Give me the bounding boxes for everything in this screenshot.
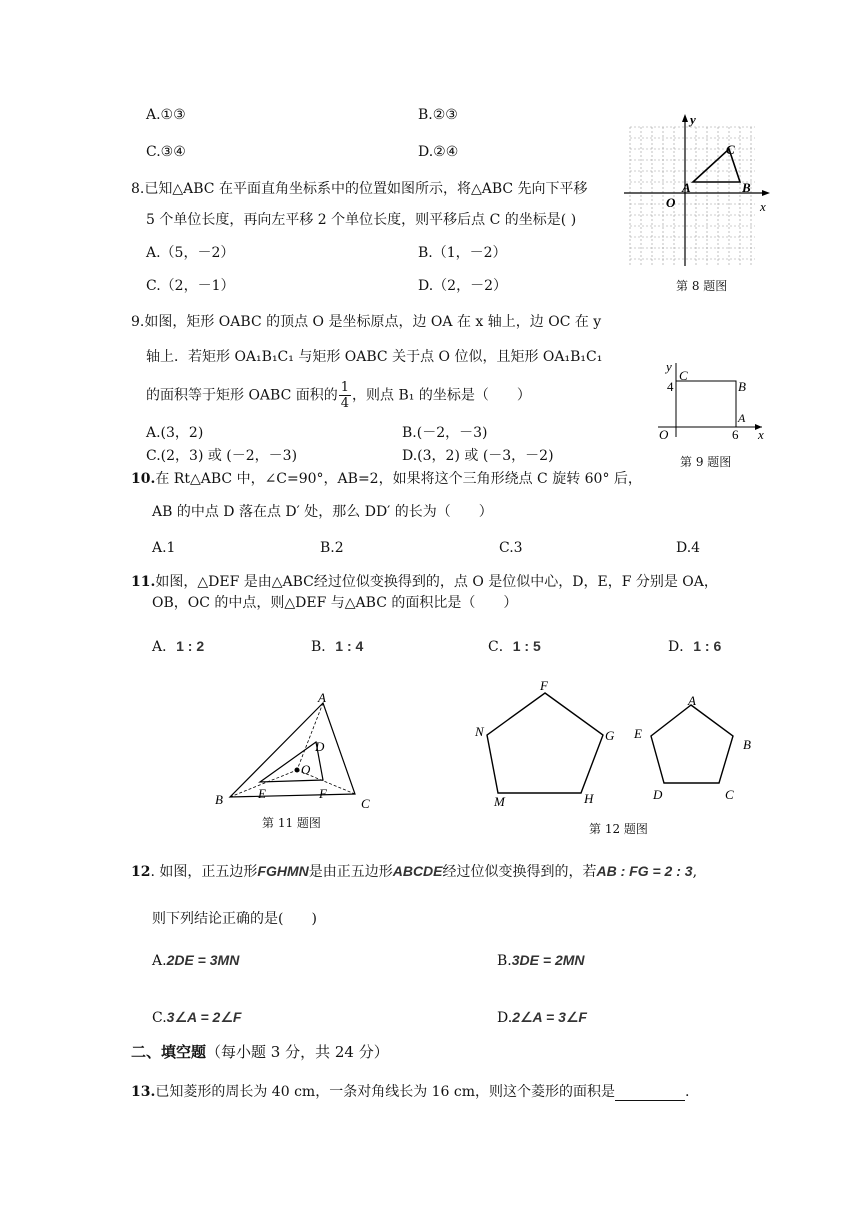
question-9-line2: 轴上．若矩形 OA₁B₁C₁ 与矩形 OABC 关于点 O 位似，且矩形 OA₁B₁C₁ — [146, 349, 603, 365]
point-d-label: D — [315, 739, 325, 754]
figure-12-pentagons — [470, 678, 770, 808]
answer-blank — [615, 1086, 685, 1101]
origin-label: O — [666, 195, 676, 210]
fraction-one-quarter: $\frac{1}{4}$ — [340, 380, 350, 411]
option-c: C.③④ — [146, 144, 186, 160]
question-9-line3: 的面积等于矩形 OABC 面积的 $\frac{1}{4}$ ，则点 B₁ 的坐标是（ ） — [146, 380, 531, 411]
option-d: D.（2，－2） — [418, 278, 507, 294]
option-a: A.2DE = 3MN — [152, 952, 240, 969]
question-8-line2: 5 个单位长度，再向左平移 2 个单位长度，则平移后点 C 的坐标是( ) — [146, 212, 577, 228]
y-label: y — [666, 359, 672, 374]
option-d: D.(3，2) 或 (－3，－2) — [402, 448, 554, 464]
point-b-label: B — [215, 792, 223, 807]
option-b: B.3DE = 2MN — [497, 952, 585, 969]
point-f-label: F — [319, 786, 327, 801]
option-a: A．1 : 2 — [152, 638, 205, 655]
figure-9-rectangle — [650, 355, 780, 450]
point-b-label: B — [738, 379, 746, 394]
y-label: y — [690, 112, 696, 127]
option-d: D.4 — [676, 540, 701, 556]
option-d: D．1 : 6 — [668, 638, 722, 655]
point-c-label: C — [679, 368, 688, 383]
option-c: C.3∠A = 2∠F — [152, 1009, 242, 1026]
tick-6-label: 6 — [732, 427, 739, 442]
question-12-line1: 12. 如图，正五边形FGHMN是由正五边形ABCDE经过位似变换得到的，若AB : FG = 2 : 3, — [131, 863, 698, 880]
option-b: B．1 : 4 — [311, 638, 364, 655]
question-10-line2: AB 的中点 D 落在点 D′ 处，那么 DD′ 的长为（ ） — [152, 504, 493, 520]
option-a: A.（5，－2） — [146, 245, 235, 261]
point-a-label: A — [318, 690, 326, 705]
option-c: C.（2，－1） — [146, 278, 235, 294]
question-11-line1: 11.如图，△DEF 是由△ABC经过位似变换得到的，点 O 是位似中心，D，E，F 分别是 OA， — [131, 574, 718, 590]
option-d: D.②④ — [418, 144, 459, 160]
figure-8-coordinate-grid — [620, 110, 780, 270]
question-9-line1: 9.如图，矩形 OABC 的顶点 O 是坐标原点，边 OA 在 x 轴上，边 OC 在 y — [131, 314, 602, 330]
triangle-abc — [230, 703, 355, 797]
question-8-line1: 8.已知△ABC 在平面直角坐标系中的位置如图所示，将△ABC 先向下平移 — [131, 181, 588, 197]
point-n-label: N — [475, 724, 484, 739]
point-m-label: M — [494, 794, 505, 808]
option-b: B.②③ — [418, 107, 458, 123]
option-b: B.(－2，－3) — [402, 425, 488, 441]
figure-8-caption: 第 8 题图 — [676, 279, 728, 293]
point-c-label: C — [725, 787, 734, 802]
rectangle-oabc — [676, 381, 736, 427]
point-h-label: H — [584, 791, 594, 806]
point-a-label: A — [682, 180, 691, 195]
option-c: C.3 — [499, 540, 523, 556]
point-f-label: F — [540, 678, 548, 693]
pentagon-fghmn — [487, 693, 603, 793]
figure-9-caption: 第 9 题图 — [680, 455, 732, 469]
x-axis-arrow — [762, 190, 770, 196]
option-a: A.①③ — [146, 107, 186, 123]
point-b-label: B — [743, 737, 751, 752]
point-o-label: O — [301, 762, 311, 777]
option-a: A.1 — [152, 540, 176, 556]
point-c-label: C — [726, 142, 735, 157]
question-11-line2: OB，OC 的中点，则△DEF 与△ABC 的面积比是（ ） — [152, 595, 518, 611]
x-label: x — [758, 427, 764, 442]
section-heading: 二、填空题（每小题 3 分，共 24 分） — [131, 1043, 389, 1061]
x-label: x — [760, 199, 766, 214]
point-a-label: A — [688, 693, 696, 708]
point-o — [295, 768, 300, 773]
question-13: 13.已知菱形的周长为 40 cm，一条对角线长为 16 cm，则这个菱形的面积是 . — [131, 1084, 690, 1100]
option-c: C.(2，3) 或 (－2，－3) — [146, 448, 298, 464]
origin-label: O — [659, 427, 669, 442]
option-c: C．1 : 5 — [488, 638, 541, 655]
point-d-label: D — [653, 787, 663, 802]
option-b: B.（1，－2） — [418, 245, 507, 261]
option-b: B.2 — [320, 540, 344, 556]
tick-4-label: 4 — [667, 379, 674, 394]
question-12-line2: 则下列结论正确的是( ) — [152, 911, 317, 927]
figure-11-similar-triangles — [205, 690, 380, 815]
pentagon-abcde — [651, 705, 733, 783]
point-a-label: A — [738, 411, 746, 425]
figure-11-caption: 第 11 题图 — [262, 816, 321, 830]
triangle-def — [260, 742, 323, 782]
y-axis-arrow — [682, 114, 688, 122]
question-10-line1: 10.在 Rt△ABC 中，∠C=90°，AB=2，如果将这个三角形绕点 C 旋转 60° 后， — [131, 471, 642, 487]
point-e-label: E — [258, 786, 266, 801]
point-e-label: E — [634, 726, 642, 741]
figure-12-caption: 第 12 题图 — [589, 822, 648, 836]
point-b-label: B — [742, 180, 751, 195]
option-d: D.2∠A = 3∠F — [497, 1009, 587, 1026]
point-c-label: C — [361, 796, 370, 811]
option-a: A.(3，2) — [146, 425, 204, 441]
point-g-label: G — [605, 728, 615, 743]
